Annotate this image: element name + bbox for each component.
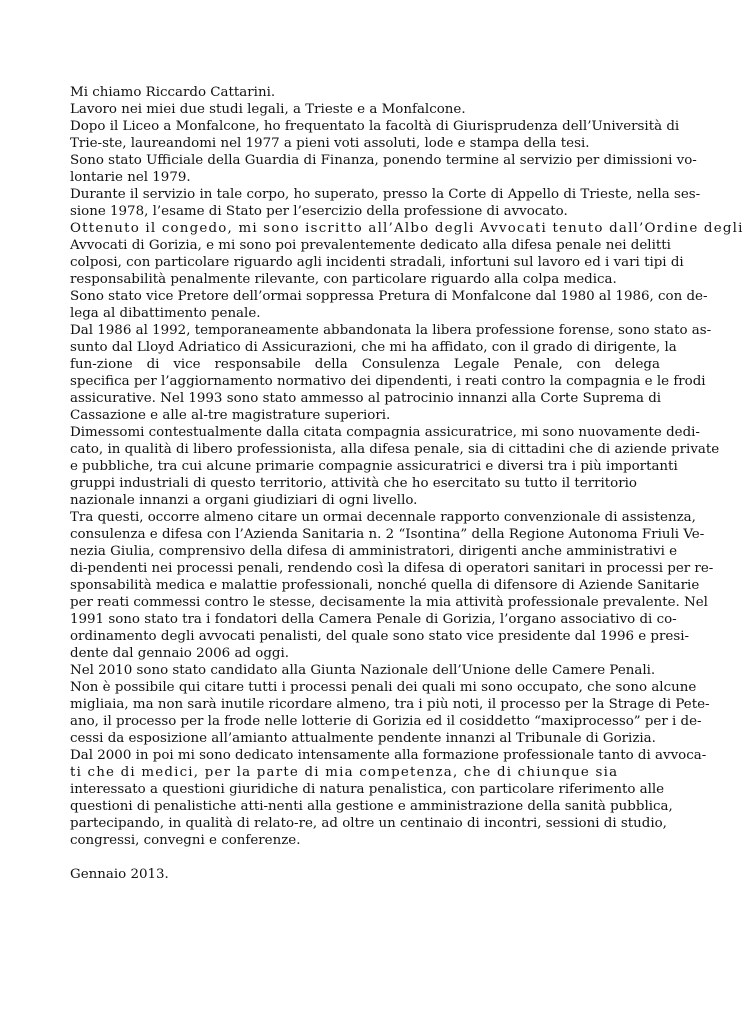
text-line: per reati commessi contro le stesse, decisamente la mia attività professionale prevalente. Nel	[70, 595, 708, 610]
text-line: lega al dibattimento penale.	[70, 306, 261, 321]
text-line: Dopo il Liceo a Monfalcone, ho frequentato la facoltà di Giurisprudenza dell’Università di	[70, 119, 680, 134]
text-line: Dimessomi contestualmente dalla citata compagnia assicuratrice, mi sono nuovamente dedi-	[70, 425, 700, 440]
text-line: fun-zione di vice responsabile della Consulenza Legale Penale, con delega	[70, 357, 660, 372]
text-line: nezia Giulia, comprensivo della difesa di amministratori, dirigenti anche amministrativi e	[70, 544, 678, 559]
text-line: migliaia, ma non sarà inutile ricordare almeno, tra i più noti, il processo per la Strage di Pete-	[70, 697, 710, 712]
text-line: assicurative. Nel 1993 sono stato ammesso al patrocinio innanzi alla Corte Suprema di	[70, 391, 662, 406]
text-line: congressi, convegni e conferenze.	[70, 833, 301, 848]
document-body	[70, 84, 744, 883]
text-line: cessi da esposizione all’amianto attualmente pendente innanzi al Tribunale di Gorizia.	[70, 731, 656, 746]
text-line: responsabilità penalmente rilevante, con particolare riguardo alla colpa medica.	[70, 272, 617, 287]
text-line: ti che di medici, per la parte di mia competenza, che di chiunque sia	[70, 765, 619, 780]
text-line: Ottenuto il congedo, mi sono iscritto all’Albo degli Avvocati tenuto dall’Ordine degli	[70, 221, 744, 236]
text-line: 1991 sono stato tra i fondatori della Camera Penale di Gorizia, l’organo associativo di co-	[70, 612, 677, 627]
text-line: Trie-ste, laureandomi nel 1977 a pieni voti assoluti, lode e stampa della tesi.	[70, 136, 590, 151]
date-line: Gennaio 2013.	[70, 867, 169, 882]
text-line: Non è possibile qui citare tutti i processi penali dei quali mi sono occupato, che sono alcune	[70, 680, 697, 695]
text-line: Dal 2000 in poi mi sono dedicato intensamente alla formazione professionale tanto di avvoca-	[70, 748, 707, 763]
text-line: Nel 2010 sono stato candidato alla Giunta Nazionale dell’Unione delle Camere Penali.	[70, 663, 656, 678]
text-line: sione 1978, l’esame di Stato per l’esercizio della professione di avvocato.	[70, 204, 568, 219]
text-line: Sono stato Ufficiale della Guardia di Finanza, ponendo termine al servizio per dimissioni vo-	[70, 153, 697, 168]
text-line: cato, in qualità di libero professionista, alla difesa penale, sia di cittadini che di aziende private	[70, 442, 720, 457]
text-line: Sono stato vice Pretore dell’ormai soppressa Pretura di Monfalcone dal 1980 al 1986, con de-	[70, 289, 708, 304]
text-line: e pubbliche, tra cui alcune primarie compagnie assicuratrici e diversi tra i più importanti	[70, 459, 678, 474]
text-line: interessato a questioni giuridiche di natura penalistica, con particolare riferimento alle	[70, 782, 665, 797]
text-line: specifica per l’aggiornamento normativo dei dipendenti, i reati contro la compagnia e le frodi	[70, 374, 706, 389]
text-line: Cassazione e alle al-tre magistrature superiori.	[70, 408, 391, 423]
text-line: Lavoro nei miei due studi legali, a Trieste e a Monfalcone.	[70, 102, 466, 117]
text-line: gruppi industriali di questo territorio, attività che ho esercitato su tutto il territorio	[70, 476, 637, 491]
text-line: Mi chiamo Riccardo Cattarini.	[70, 85, 276, 100]
text-line: Tra questi, occorre almeno citare un ormai decennale rapporto convenzionale di assistenza,	[70, 510, 696, 525]
text-line: dente dal gennaio 2006 ad oggi.	[70, 646, 289, 661]
text-line: di-pendenti nei processi penali, rendendo così la difesa di operatori sanitari in processi per re-	[70, 561, 714, 576]
text-line: consulenza e difesa con l’Azienda Sanitaria n. 2 “Isontina” della Regione Autonoma Friuli Ve-	[70, 527, 705, 542]
text-line: lontarie nel 1979.	[70, 170, 191, 185]
blank-line	[70, 849, 660, 866]
text-line: sunto dal Lloyd Adriatico di Assicurazioni, che mi ha affidato, con il grado di dirigente, la	[70, 340, 677, 355]
text-line: Avvocati di Gorizia, e mi sono poi prevalentemente dedicato alla difesa penale nei delitti	[70, 238, 671, 253]
text-line: questioni di penalistiche atti-nenti alla gestione e amministrazione della sanità pubblica,	[70, 799, 673, 814]
text-line: sponsabilità medica e malattie professionali, nonché quella di difensore di Aziende Sanitarie	[70, 578, 700, 593]
text-line: ordinamento degli avvocati penalisti, del quale sono stato vice presidente dal 1996 e presi-	[70, 629, 689, 644]
text-line: nazionale innanzi a organi giudiziari di ogni livello.	[70, 493, 418, 508]
text-line: partecipando, in qualità di relato-re, ad oltre un centinaio di incontri, sessioni di studio,	[70, 816, 667, 831]
text-line: ano, il processo per la frode nelle lotterie di Gorizia ed il cosiddetto “maxiprocesso” per i de-	[70, 714, 702, 729]
text-line: Durante il servizio in tale corpo, ho superato, presso la Corte di Appello di Trieste, nella ses-	[70, 187, 701, 202]
text-line: colposi, con particolare riguardo agli incidenti stradali, infortuni sul lavoro ed i vari tipi di	[70, 255, 684, 270]
text-line: Dal 1986 al 1992, temporaneamente abbandonata la libera professione forense, sono stato as-	[70, 323, 712, 338]
